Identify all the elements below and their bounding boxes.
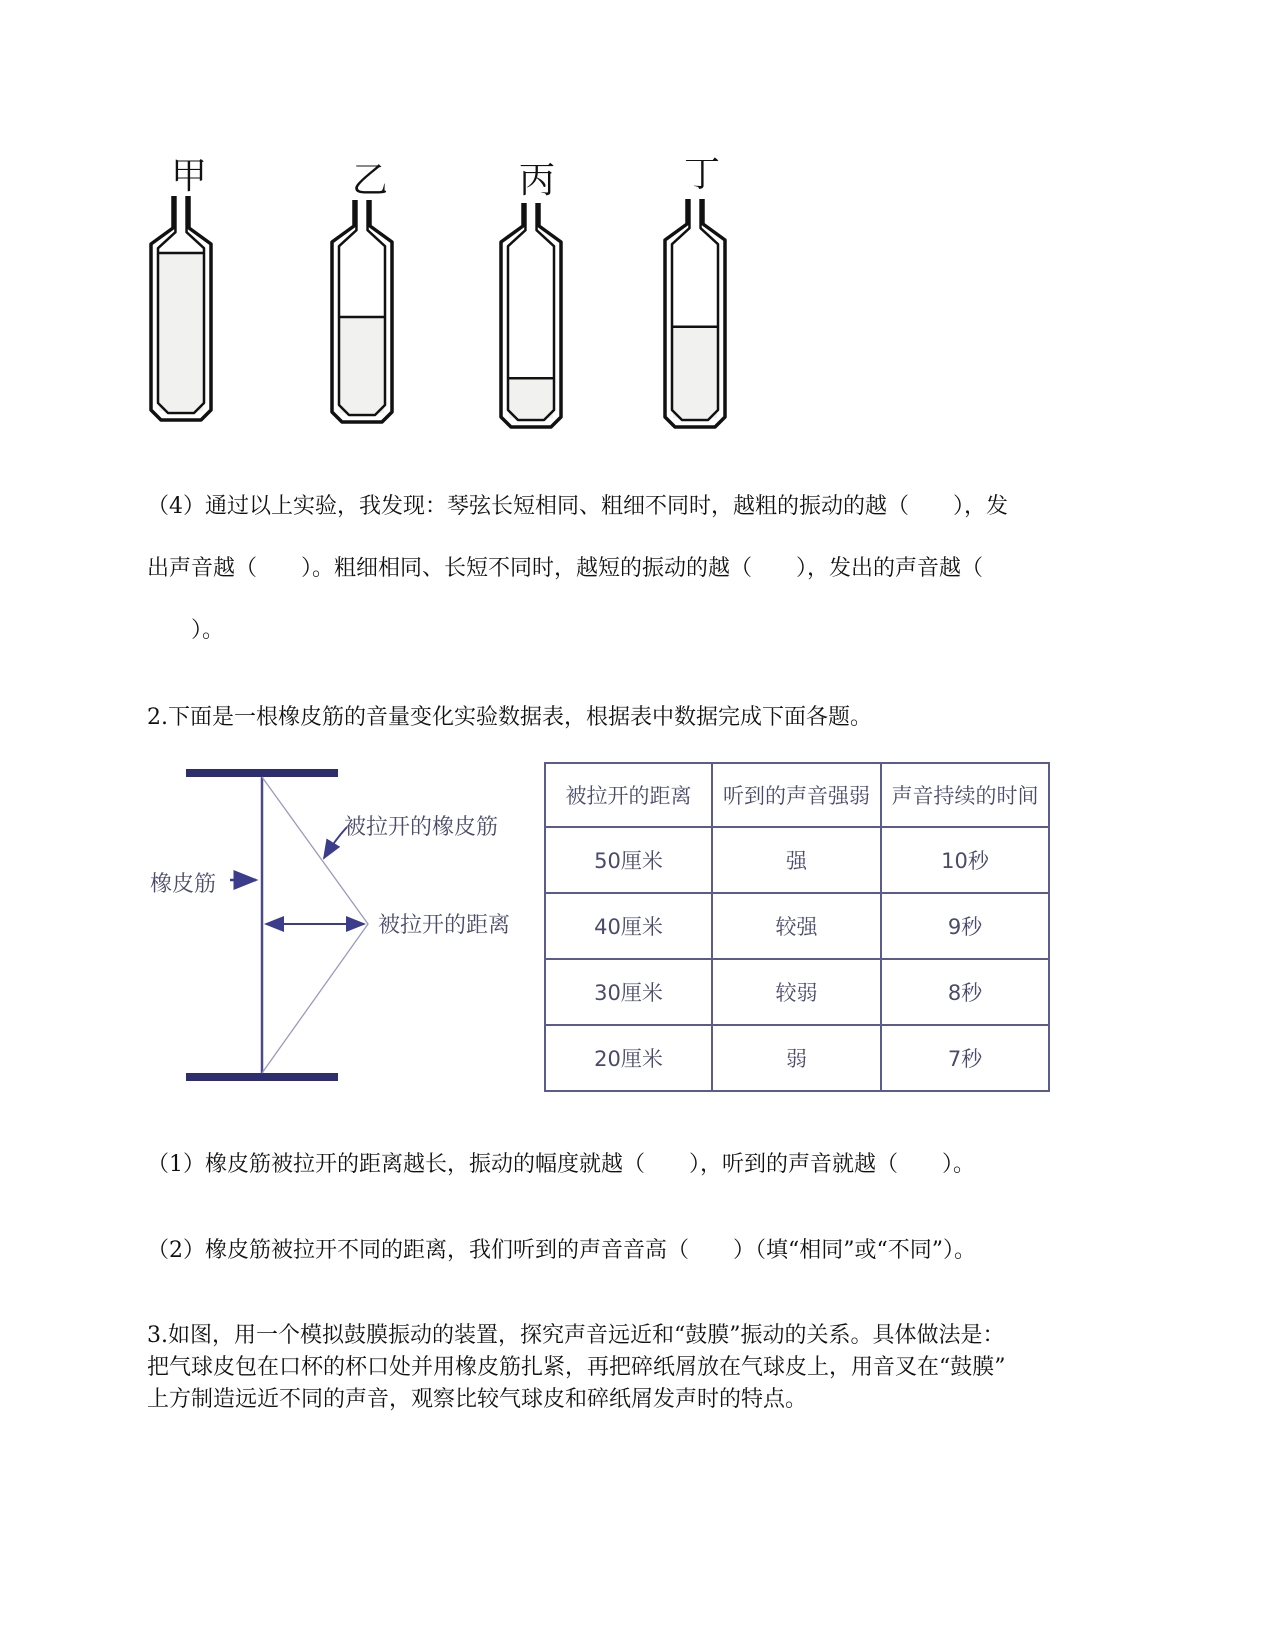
cell-duration: 10秒 xyxy=(881,827,1049,893)
cell-duration: 9秒 xyxy=(881,893,1049,959)
cell-loudness: 较弱 xyxy=(712,959,881,1025)
cell-distance: 20厘米 xyxy=(545,1025,712,1091)
top-bar xyxy=(186,769,338,777)
bottle-label-yi: 乙 xyxy=(352,160,389,201)
q2-sub2: （2）橡皮筋被拉开不同的距离，我们听到的声音音高（ ）（填“相同”或“不同”）。 xyxy=(147,1238,976,1263)
q2-sub1: （1）橡皮筋被拉开的距离越长，振动的幅度就越（ ），听到的声音就越（ ）。 xyxy=(147,1152,975,1177)
rubber-band-data-table xyxy=(544,762,1050,1092)
cell-loudness: 弱 xyxy=(712,1025,881,1091)
q1-part4-line1: （4）通过以上实验，我发现：琴弦长短相同、粗细不同时，越粗的振动的越（ ），发 xyxy=(147,494,1009,519)
bottom-bar xyxy=(186,1073,338,1081)
q1-part4-line2: 出声音越（ ）。粗细相同、长短不同时，越短的振动的越（ ），发出的声音越（ xyxy=(147,556,984,581)
q2-intro: 2.下面是一根橡皮筋的音量变化实验数据表，根据表中数据完成下面各题。 xyxy=(147,705,872,730)
bottle-yi xyxy=(332,200,392,422)
q3-line3: 上方制造远近不同的声音，观察比较气球皮和碎纸屑发声时的特点。 xyxy=(147,1387,808,1412)
cell-duration: 7秒 xyxy=(881,1025,1049,1091)
header-loudness: 听到的声音强弱 xyxy=(712,763,881,827)
table-header-row xyxy=(545,763,1049,827)
bottles-drawing xyxy=(0,0,1275,460)
bottle-bing xyxy=(501,203,561,427)
water xyxy=(159,253,203,411)
rubber-band-label: 橡皮筋 xyxy=(150,872,217,897)
q3-line2: 把气球皮包在口杯的杯口处并用橡皮筋扎紧，再把碎纸屑放在气球皮上，用音叉在“鼓膜” xyxy=(147,1355,1006,1380)
cell-loudness: 强 xyxy=(712,827,881,893)
stretched-band-label: 被拉开的橡皮筋 xyxy=(344,815,499,840)
table-row xyxy=(545,827,1049,893)
bottle-jia xyxy=(151,196,211,420)
q3-line1: 3.如图，用一个模拟鼓膜振动的装置，探究声音远近和“鼓膜”振动的关系。具体做法是： xyxy=(147,1323,1005,1348)
cell-distance: 30厘米 xyxy=(545,959,712,1025)
cell-duration: 8秒 xyxy=(881,959,1049,1025)
bottles-figure xyxy=(0,0,1275,460)
header-duration: 声音持续的时间 xyxy=(881,763,1049,827)
water xyxy=(509,378,553,418)
table-row xyxy=(545,959,1049,1025)
stretch-distance-label: 被拉开的距离 xyxy=(378,913,511,938)
q1-part4-line3: ）。 xyxy=(147,618,225,643)
bottle-label-bing: 丙 xyxy=(519,160,556,201)
header-distance: 被拉开的距离 xyxy=(545,763,712,827)
bottle-ding xyxy=(665,199,725,427)
water xyxy=(340,317,384,413)
table-row xyxy=(545,893,1049,959)
cell-loudness: 较强 xyxy=(712,893,881,959)
cell-distance: 40厘米 xyxy=(545,893,712,959)
table-row xyxy=(545,1025,1049,1091)
bottle-label-ding: 丁 xyxy=(684,154,721,195)
water xyxy=(673,327,717,418)
cell-distance: 50厘米 xyxy=(545,827,712,893)
bottle-label-jia: 甲 xyxy=(171,156,208,197)
